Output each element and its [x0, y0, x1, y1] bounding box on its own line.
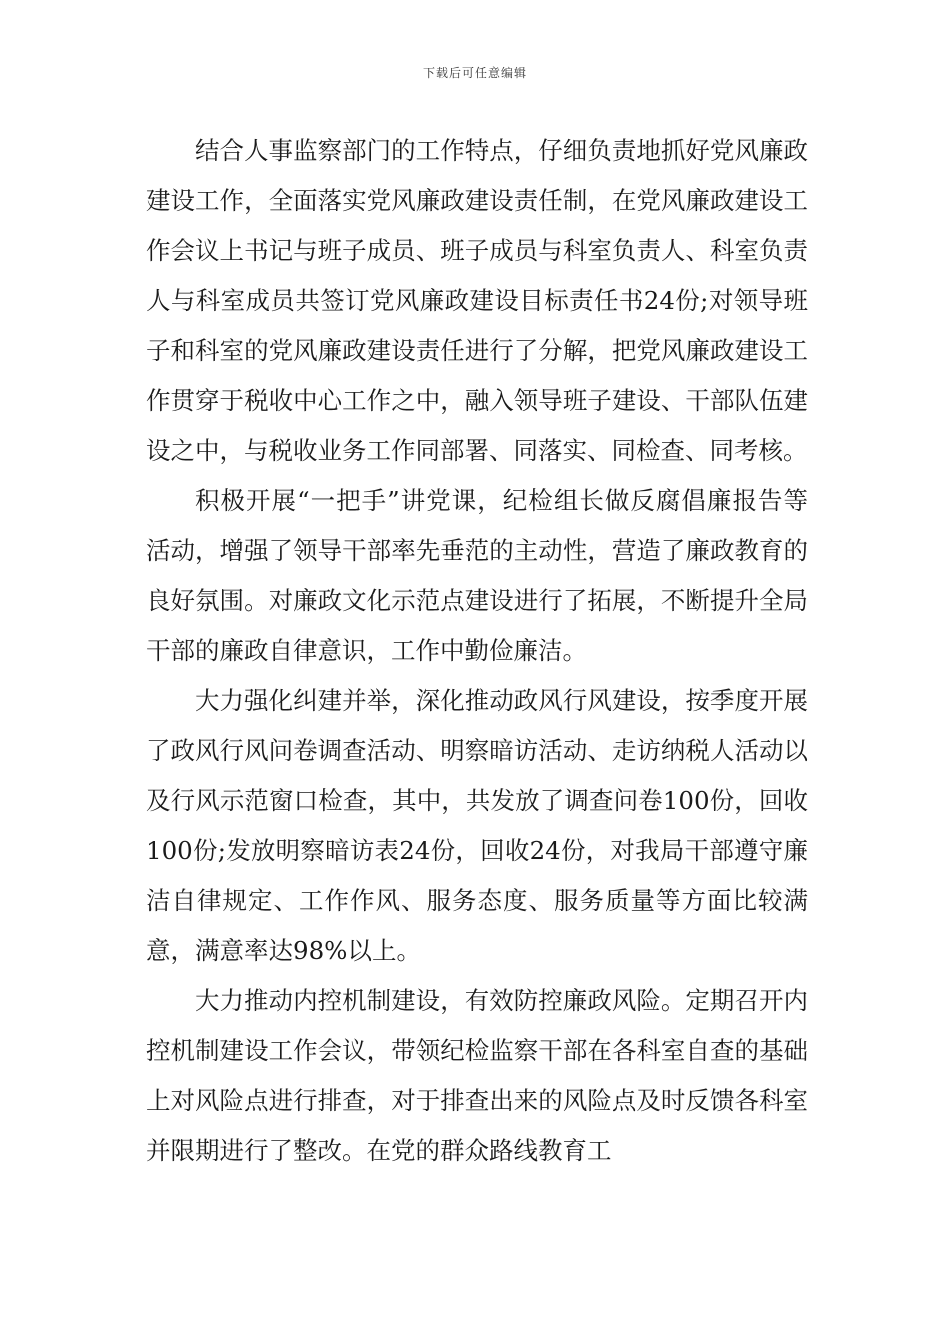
paragraph-1: 结合人事监察部门的工作特点，仔细负责地抓好党风廉政建设工作，全面落实党风廉政建设责任制，在党风廉政建设工作会议上书记与班子成员、班子成员与科室负责人、科室负责人与科室成员共签订党风廉政建设目标责任书24份;对领导班子和科室的党风廉政建设责任进行了分解，把党风廉政建设工作贯穿于税收中心工作之中，融入领导班子建设、干部队伍建设之中，与税收业务工作同部署、同落实、同检查、同考核。 — [146, 136, 808, 465]
document-body — [146, 126, 808, 1176]
paragraph-3: 大力强化纠建并举，深化推动政风行风建设，按季度开展了政风行风问卷调查活动、明察暗访活动、走访纳税人活动以及行风示范窗口检查，其中，共发放了调查问卷100份，回收100份;发放明察暗访表24份，回收24份，对我局干部遵守廉洁自律规定、工作作风、服务态度、服务质量等方面比较满意，满意率达98%以上。 — [146, 686, 808, 965]
paragraph-4: 大力推动内控机制建设，有效防控廉政风险。定期召开内控机制建设工作会议，带领纪检监察干部在各科室自查的基础上对风险点进行排查，对于排查出来的风险点及时反馈各科室并限期进行了整改。在党的群众路线教育工 — [146, 986, 808, 1165]
header-note: 下载后可任意编辑 — [422, 66, 527, 80]
paragraph-2: 积极开展“一把手”讲党课，纪检组长做反腐倡廉报告等活动，增强了领导干部率先垂范的主动性，营造了廉政教育的良好氛围。对廉政文化示范点建设进行了拓展，不断提升全局干部的廉政自律意识，工作中勤俭廉洁。 — [146, 486, 808, 665]
